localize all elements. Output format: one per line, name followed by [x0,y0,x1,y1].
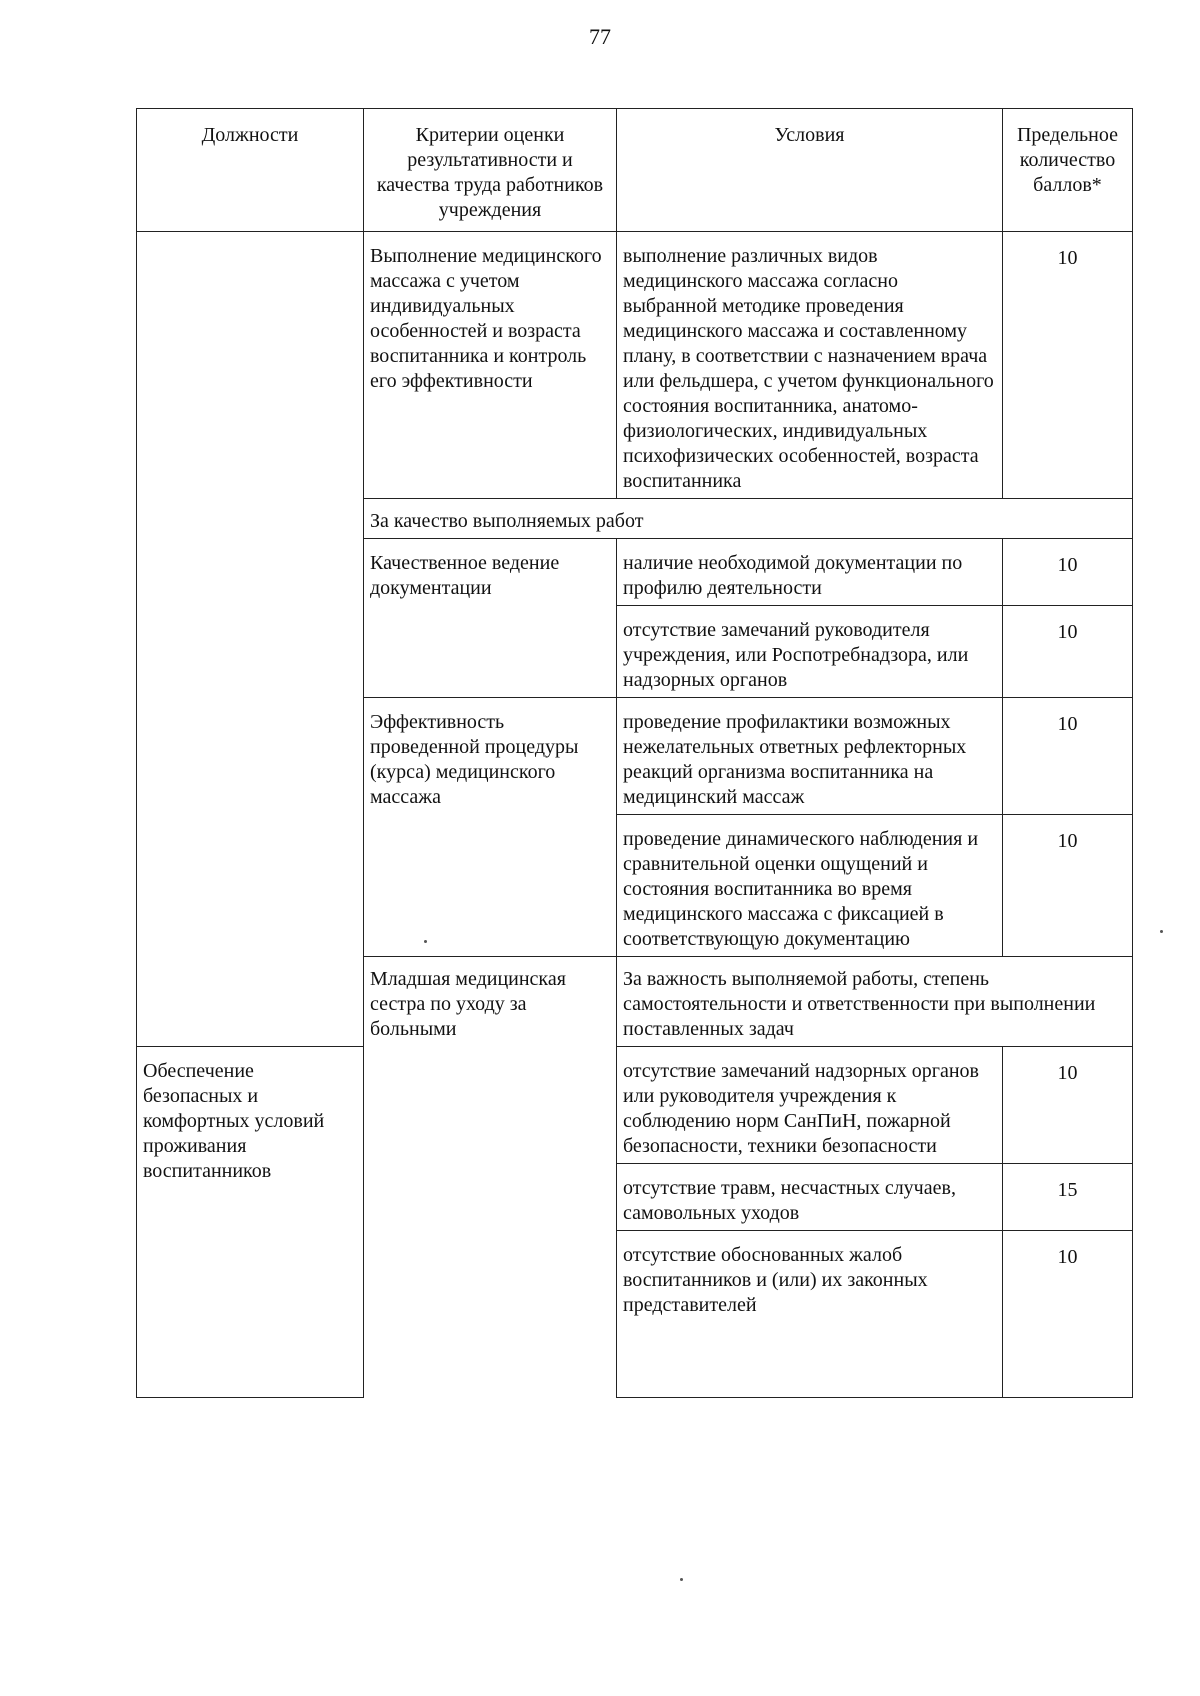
condition-cell: отсутствие замечаний надзорных органов или руководителя учреждения к соблюдению норм СанПиН, пожарной безопасности, техники безопасности [617,1047,1003,1164]
criteria-table [136,108,1133,1398]
criterion-cell: Выполнение медицинского массажа с учетом индивидуальных особенностей и возраста воспитанника и контроль его эффективности [364,232,617,499]
condition-cell: отсутствие замечаний руководителя учреждения, или Роспотребнадзора, или надзорных органов [617,606,1003,698]
position-cell: Младшая медицинская сестра по уходу за больными [364,957,617,1398]
scan-speck [680,1578,683,1581]
points-cell: 10 [1003,232,1133,499]
criterion-cell: Обеспечение безопасных и комфортных условий проживания воспитанников [137,1047,364,1398]
points-cell: 10 [1003,606,1133,698]
position-cell-empty [137,232,364,1047]
header-conditions: Условия [617,109,1003,232]
points-cell: 10 [1003,1231,1133,1398]
condition-cell: проведение профилактики возможных нежелательных ответных рефлекторных реакций организма воспитанника на медицинский массаж [617,698,1003,815]
condition-cell: отсутствие обоснованных жалоб воспитанников и (или) их законных представителей [617,1231,1003,1398]
table-header-row [137,109,1133,232]
section-heading: За важность выполняемой работы, степень самостоятельности и ответственности при выполнении поставленных задач [617,957,1133,1047]
points-cell: 10 [1003,815,1133,957]
points-cell: 10 [1003,698,1133,815]
scan-speck [424,940,427,943]
table-row [137,1047,1133,1164]
header-criteria: Критерии оценки результативности и качества труда работников учреждения [364,109,617,232]
points-cell: 10 [1003,539,1133,606]
criterion-cell: Качественное ведение документации [364,539,617,698]
condition-cell: наличие необходимой документации по профилю деятельности [617,539,1003,606]
condition-cell: проведение динамического наблюдения и сравнительной оценки ощущений и состояния воспитанника во время медицинского массажа с фиксацией в соответствующую документацию [617,815,1003,957]
table-row [137,232,1133,499]
page-number: 77 [589,24,611,49]
scan-speck [1160,930,1163,933]
header-position: Должности [137,109,364,232]
points-cell: 10 [1003,1047,1133,1164]
header-max-points: Предельное количество баллов* [1003,109,1133,232]
condition-cell: отсутствие травм, несчастных случаев, самовольных уходов [617,1164,1003,1231]
condition-cell: выполнение различных видов медицинского массажа согласно выбранной методике проведения медицинского массажа и составленному плану, в соответствии с назначением врача или фельдшера, с учетом функционального состояния воспитанника, анатомо-физиологических, индивидуальных психофизических особенностей, возраста воспитанника [617,232,1003,499]
points-cell: 15 [1003,1164,1133,1231]
criterion-cell: Эффективность проведенной процедуры (курса) медицинского массажа [364,698,617,957]
section-heading: За качество выполняемых работ [364,499,1133,539]
